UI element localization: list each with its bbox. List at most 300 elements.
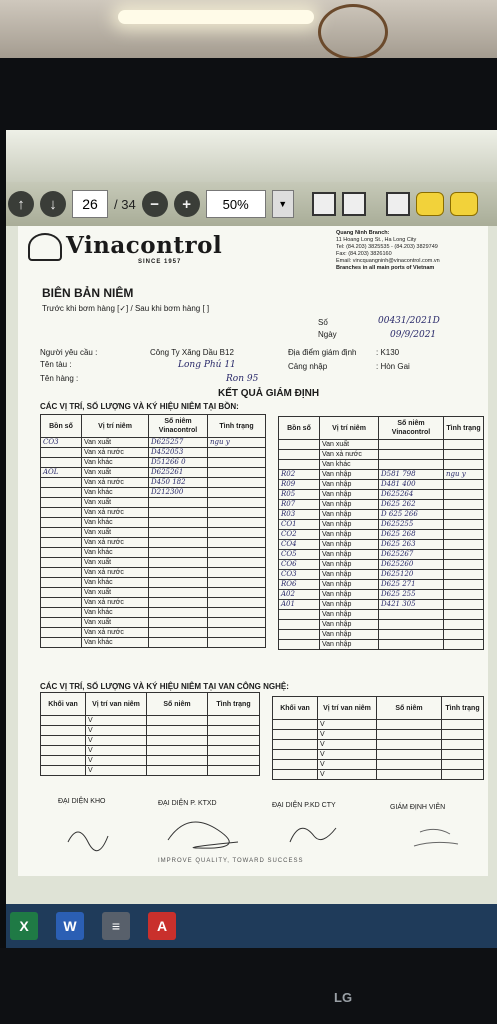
table-cell: Van xả nước <box>320 450 379 460</box>
table-cell: Van khác <box>82 488 149 498</box>
table-cell: Van xả nước <box>82 508 149 518</box>
table-row <box>41 548 266 558</box>
table-row <box>41 756 260 766</box>
table-cell: D625264 <box>379 490 444 500</box>
table-cell <box>41 508 82 518</box>
table-cell: D421 305 <box>379 600 444 610</box>
table-cell: Van xuất <box>82 588 149 598</box>
table-cell <box>444 520 484 530</box>
table-cell: D625 263 <box>379 540 444 550</box>
table-cell: Van xả nước <box>82 628 149 638</box>
table-cell: R02 <box>279 470 320 480</box>
table-cell <box>442 720 484 730</box>
table-row <box>41 498 266 508</box>
table-row <box>41 716 260 726</box>
comment-icon[interactable] <box>416 192 444 216</box>
zoom-in-icon[interactable]: + <box>174 191 200 217</box>
table-cell: V <box>86 746 147 756</box>
table-cell <box>149 598 208 608</box>
table-cell: V <box>86 726 147 736</box>
table-cell: V <box>86 736 147 746</box>
table-cell <box>149 588 208 598</box>
monitor-bezel-top <box>0 58 497 130</box>
table-row <box>41 448 266 458</box>
table-cell <box>444 530 484 540</box>
table-cell <box>444 440 484 450</box>
so-label: Số <box>318 318 328 327</box>
table-cell <box>377 730 442 740</box>
table-cell: Van khác <box>82 548 149 558</box>
table-cell <box>444 630 484 640</box>
table-cell <box>147 716 208 726</box>
table-row <box>279 600 484 610</box>
table-cell <box>379 450 444 460</box>
doc-subtitle: Trước khi bơm hàng [✓] / Sau khi bơm hàng [ ] <box>42 304 210 313</box>
table-cell: Van nhập <box>320 480 379 490</box>
table-cell: Van nhập <box>320 560 379 570</box>
table-cell <box>208 746 260 756</box>
ceiling-photo <box>0 0 497 58</box>
table-row <box>279 500 484 510</box>
dia-diem-label: Địa điểm giám định <box>288 348 357 357</box>
table-cell: ngu y <box>444 470 484 480</box>
prev-page-up-icon[interactable]: ↑ <box>8 191 34 217</box>
table-cell: D625 268 <box>379 530 444 540</box>
table-cell: A01 <box>279 600 320 610</box>
table-cell <box>41 578 82 588</box>
table-row <box>279 610 484 620</box>
table-cell <box>41 746 86 756</box>
table-row <box>279 480 484 490</box>
wall-clock <box>318 4 388 60</box>
vinacontrol-logo: Vinacontrol <box>28 232 222 261</box>
ten-tau-label: Tên tàu : <box>40 360 72 369</box>
table-cell <box>41 448 82 458</box>
table-row <box>279 520 484 530</box>
table-cell: Van nhập <box>320 550 379 560</box>
table-cell <box>149 568 208 578</box>
table-row <box>279 590 484 600</box>
table-cell <box>41 458 82 468</box>
sig-dai-dien-kd: ĐẠI DIỆN P.KD CTY <box>272 802 336 809</box>
table-cell <box>279 620 320 630</box>
table-row <box>273 730 484 740</box>
table-cell: V <box>86 766 147 776</box>
table-cell <box>273 770 318 780</box>
table-cell: Van nhập <box>320 490 379 500</box>
table-cell <box>41 588 82 598</box>
left-van-table: Khối van Vị trí van niêm Số niêm Tình trạng V V V V V V <box>40 692 260 776</box>
table-cell: V <box>86 716 147 726</box>
table-cell <box>444 640 484 650</box>
table-cell <box>147 726 208 736</box>
table-cell: Van xuất <box>82 468 149 478</box>
table-cell <box>444 480 484 490</box>
table-cell: Van khác <box>82 638 149 648</box>
table-cell <box>377 740 442 750</box>
table-cell <box>279 630 320 640</box>
table-cell <box>147 766 208 776</box>
table-row <box>273 740 484 750</box>
table-cell <box>377 770 442 780</box>
table-cell: Van nhập <box>320 510 379 520</box>
table-row <box>41 438 266 448</box>
pdf-toolbar <box>6 182 497 226</box>
excel-icon[interactable]: X <box>10 912 38 940</box>
table-cell: V <box>318 730 377 740</box>
table-cell <box>41 568 82 578</box>
table-cell: R09 <box>279 480 320 490</box>
table-row <box>279 470 484 480</box>
table-cell <box>41 736 86 746</box>
table-cell <box>41 478 82 488</box>
sig-dai-dien-kho: ĐẠI DIỆN KHO <box>58 798 106 805</box>
typewriter-icon[interactable] <box>450 192 478 216</box>
table-cell <box>208 638 266 648</box>
logo-since: SINCE 1957 <box>138 259 182 265</box>
table-row <box>41 558 266 568</box>
table-cell <box>149 528 208 538</box>
table-cell <box>41 598 82 608</box>
slogan: IMPROVE QUALITY, TOWARD SUCCESS <box>158 858 304 864</box>
table-cell: Van khác <box>320 460 379 470</box>
table-cell <box>41 716 86 726</box>
table-cell <box>442 740 484 750</box>
table-cell: CO3 <box>279 570 320 580</box>
ngay-label: Ngày <box>318 330 337 339</box>
table-cell: Van nhập <box>320 600 379 610</box>
table-cell <box>149 638 208 648</box>
table-cell <box>444 540 484 550</box>
table-cell: CO6 <box>279 560 320 570</box>
table-cell: Van xả nước <box>82 568 149 578</box>
table-cell: Van khác <box>82 518 149 528</box>
ten-tau-value: Long Phú 11 <box>178 360 236 370</box>
table-row <box>41 598 266 608</box>
table-cell: D450 182 <box>149 478 208 488</box>
table-cell: D625255 <box>379 520 444 530</box>
table-cell <box>149 508 208 518</box>
zoom-out-icon[interactable]: − <box>142 191 168 217</box>
table-cell <box>208 716 260 726</box>
section-bon-heading: CÁC VỊ TRÍ, SỐ LƯỢNG VÀ KÝ HIỆU NIÊM TẠI BỒN: <box>40 402 239 411</box>
table-row <box>279 490 484 500</box>
table-cell <box>41 756 86 766</box>
table-cell <box>149 578 208 588</box>
table-cell: Van xả nước <box>82 478 149 488</box>
table-cell <box>208 588 266 598</box>
table-cell <box>279 450 320 460</box>
table-cell <box>273 730 318 740</box>
table-cell: D625267 <box>379 550 444 560</box>
table-row <box>41 458 266 468</box>
table-cell: Van xả nước <box>82 538 149 548</box>
table-cell <box>444 610 484 620</box>
table-cell <box>149 498 208 508</box>
table-cell <box>379 630 444 640</box>
table-cell: Van xả nước <box>82 598 149 608</box>
table-cell: RO6 <box>279 580 320 590</box>
table-cell <box>41 766 86 776</box>
table-row <box>279 620 484 630</box>
table-cell: Van khác <box>82 608 149 618</box>
table-cell <box>442 750 484 760</box>
table-cell: D51266 0 <box>149 458 208 468</box>
table-cell <box>273 740 318 750</box>
table-row <box>273 770 484 780</box>
table-row <box>273 750 484 760</box>
scanner-icon[interactable]: ≡ <box>102 912 130 940</box>
table-cell <box>208 538 266 548</box>
table-cell <box>444 550 484 560</box>
table-cell <box>279 440 320 450</box>
table-cell <box>208 518 266 528</box>
table-cell: D212300 <box>149 488 208 498</box>
doc-title: BIÊN BẢN NIÊM <box>42 286 134 300</box>
table-cell <box>147 756 208 766</box>
table-row <box>41 736 260 746</box>
table-row <box>41 628 266 638</box>
table-cell <box>41 628 82 638</box>
table-cell: V <box>318 770 377 780</box>
zoom-dropdown-chevron-icon[interactable]: ▼ <box>272 190 294 218</box>
table-cell: D625260 <box>379 560 444 570</box>
table-cell <box>442 770 484 780</box>
table-cell: Van xuất <box>82 528 149 538</box>
right-seal-table: Bồn số Vị trí niêm Số niêm Vinacontrol Tình trạng Van xuất Van xả nước Van khác R02 Van nhập D581 798 ngu y R09 Van nhập D481 400 R05 Van nhập D625264 R07 Van nhập D625 262 R03 Van nhập D 625 266 CO1 Van nhập D625255 CO2 Van nhập D625 268 CO4 Van nhập D625 263 CO5 Van nhập D625267 CO6 Van nhập D625260 CO3 Van nhập D625120 RO6 Van nhập D625 271 A02 Van nhập D625 255 A01 Van nhập D421 305 Van nhập Van nhập Van nhập Van nhập <box>278 416 484 650</box>
table-cell <box>377 760 442 770</box>
table-cell <box>208 568 266 578</box>
table-row <box>41 528 266 538</box>
table-cell <box>444 580 484 590</box>
table-cell <box>41 518 82 528</box>
table-cell: CO3 <box>41 438 82 448</box>
table-cell <box>379 440 444 450</box>
table-row <box>279 630 484 640</box>
table-cell <box>41 608 82 618</box>
table-cell: CO1 <box>279 520 320 530</box>
section-van-heading: CÁC VỊ TRÍ, SỐ LƯỢNG VÀ KÝ HIỆU NIÊM TẠI VAN CÔNG NGHỆ: <box>40 682 289 691</box>
table-cell <box>442 730 484 740</box>
table-cell: D581 798 <box>379 470 444 480</box>
table-row <box>279 510 484 520</box>
table-cell: V <box>318 750 377 760</box>
table-cell <box>208 736 260 746</box>
table-row <box>41 478 266 488</box>
table-cell: D 625 266 <box>379 510 444 520</box>
table-cell: Van xuất <box>82 438 149 448</box>
table-cell <box>208 528 266 538</box>
table-row <box>279 570 484 580</box>
table-cell: Van nhập <box>320 640 379 650</box>
fit-page-icon[interactable] <box>342 192 366 216</box>
table-cell <box>149 538 208 548</box>
table-cell: A02 <box>279 590 320 600</box>
table-cell <box>444 590 484 600</box>
table-cell <box>41 528 82 538</box>
table-row <box>279 580 484 590</box>
table-cell <box>208 598 266 608</box>
table-cell <box>208 608 266 618</box>
table-row <box>279 450 484 460</box>
table-cell <box>149 548 208 558</box>
rotate-icon[interactable] <box>386 192 410 216</box>
dia-diem-value: : K130 <box>376 348 400 357</box>
table-cell: Van xuất <box>82 558 149 568</box>
table-cell <box>379 640 444 650</box>
table-row <box>41 726 260 736</box>
table-row <box>41 746 260 756</box>
nguoi-yeu-cau-label: Người yêu cầu : <box>40 348 98 357</box>
table-cell <box>149 628 208 638</box>
table-cell <box>208 756 260 766</box>
cang-nhap-label: Cảng nhập <box>288 362 328 371</box>
table-cell <box>149 618 208 628</box>
acrobat-icon[interactable]: A <box>148 912 176 940</box>
table-cell: D625261 <box>149 468 208 478</box>
table-cell: D625120 <box>379 570 444 580</box>
ten-hang-label: Tên hàng : <box>40 374 79 383</box>
table-cell: V <box>318 740 377 750</box>
table-cell: D625257 <box>149 438 208 448</box>
table-row <box>41 608 266 618</box>
table-cell: Van nhập <box>320 530 379 540</box>
table-row <box>41 578 266 588</box>
table-cell: D481 400 <box>379 480 444 490</box>
table-row <box>41 518 266 528</box>
table-cell <box>279 460 320 470</box>
table-row <box>273 760 484 770</box>
table-row <box>279 640 484 650</box>
table-row <box>41 766 260 776</box>
table-row <box>273 720 484 730</box>
table-cell <box>279 640 320 650</box>
window-title-strip <box>6 130 497 182</box>
table-cell: R05 <box>279 490 320 500</box>
table-cell <box>147 736 208 746</box>
table-cell: R07 <box>279 500 320 510</box>
fit-width-icon[interactable] <box>312 192 336 216</box>
table-cell <box>444 570 484 580</box>
table-cell: D625 262 <box>379 500 444 510</box>
table-cell <box>377 720 442 730</box>
table-cell: ngu y <box>208 438 266 448</box>
table-row <box>279 460 484 470</box>
next-page-down-icon[interactable]: ↓ <box>40 191 66 217</box>
table-cell: D625 255 <box>379 590 444 600</box>
table-cell: Van nhập <box>320 540 379 550</box>
table-cell <box>149 608 208 618</box>
table-row <box>279 560 484 570</box>
table-row <box>279 530 484 540</box>
table-cell <box>208 478 266 488</box>
table-cell: Van nhập <box>320 520 379 530</box>
zoom-level-input[interactable]: 50% <box>206 190 266 218</box>
page-number-input[interactable]: 26 <box>72 190 108 218</box>
table-cell <box>444 560 484 570</box>
table-cell: CO5 <box>279 550 320 560</box>
table-cell <box>379 620 444 630</box>
table-cell <box>273 720 318 730</box>
table-cell: R03 <box>279 510 320 520</box>
table-cell <box>444 620 484 630</box>
table-cell <box>444 490 484 500</box>
table-cell: Van nhập <box>320 580 379 590</box>
table-cell <box>444 510 484 520</box>
table-cell: Van khác <box>82 458 149 468</box>
table-cell: Van xuất <box>82 498 149 508</box>
table-cell <box>41 726 86 736</box>
left-seal-table: Bồn số Vị trí niêm Số niêm Vinacontrol Tình trạng CO3 Van xuất D625257 ngu y Van xả nước D452053 Van khác D51266 0 AOL Van xuất D625261 Van xả nước D450 182 Van khác D212300 Van xuất Van xả nước Van khác Van xuất Van xả nước Van khác Van xuất Van xả nước Van khác Van xuất Van xả nước Van khác Van xuất Van xả nước Van khác <box>40 414 266 648</box>
table-cell <box>208 458 266 468</box>
table-cell <box>273 750 318 760</box>
table-cell <box>41 618 82 628</box>
cang-nhap-value: : Hòn Gai <box>376 362 410 371</box>
table-row <box>41 618 266 628</box>
taskbar <box>6 904 497 948</box>
table-cell <box>41 538 82 548</box>
table-cell <box>208 448 266 458</box>
table-cell: Van nhập <box>320 570 379 580</box>
table-cell <box>41 548 82 558</box>
table-cell <box>147 746 208 756</box>
table-cell <box>208 468 266 478</box>
table-cell: Van nhập <box>320 500 379 510</box>
table-cell <box>377 750 442 760</box>
table-cell <box>41 498 82 508</box>
table-cell <box>208 508 266 518</box>
table-cell: CO4 <box>279 540 320 550</box>
table-cell <box>379 610 444 620</box>
table-cell <box>208 766 260 776</box>
table-row <box>279 550 484 560</box>
ngay-value: 09/9/2021 <box>390 330 437 340</box>
table-row <box>41 488 266 498</box>
pdf-page <box>18 226 488 876</box>
so-value: 00431/2021D <box>378 316 440 326</box>
ceiling-lamp <box>118 10 314 24</box>
table-cell: Van nhập <box>320 590 379 600</box>
table-cell <box>41 558 82 568</box>
table-row <box>279 540 484 550</box>
table-cell <box>208 558 266 568</box>
table-cell <box>149 518 208 528</box>
table-cell: D452053 <box>149 448 208 458</box>
table-row <box>41 588 266 598</box>
monitor-brand-logo: LG <box>334 990 353 1005</box>
table-cell <box>444 460 484 470</box>
table-cell: Van xuất <box>320 440 379 450</box>
table-cell <box>379 460 444 470</box>
word-icon[interactable]: W <box>56 912 84 940</box>
table-cell <box>208 628 266 638</box>
table-cell <box>444 450 484 460</box>
screen <box>6 130 497 948</box>
nguoi-yeu-cau-value: Công Ty Xăng Dầu B12 <box>150 348 234 357</box>
table-cell <box>208 726 260 736</box>
ten-hang-value: Ron 95 <box>226 374 259 384</box>
table-cell: Van nhập <box>320 630 379 640</box>
table-cell <box>208 488 266 498</box>
table-cell: Van nhập <box>320 610 379 620</box>
table-cell: V <box>318 760 377 770</box>
table-cell <box>444 600 484 610</box>
table-cell <box>208 498 266 508</box>
table-row <box>41 468 266 478</box>
table-cell: Van nhập <box>320 620 379 630</box>
table-cell <box>41 638 82 648</box>
ket-qua-heading: KẾT QUẢ GIÁM ĐỊNH <box>218 388 320 399</box>
